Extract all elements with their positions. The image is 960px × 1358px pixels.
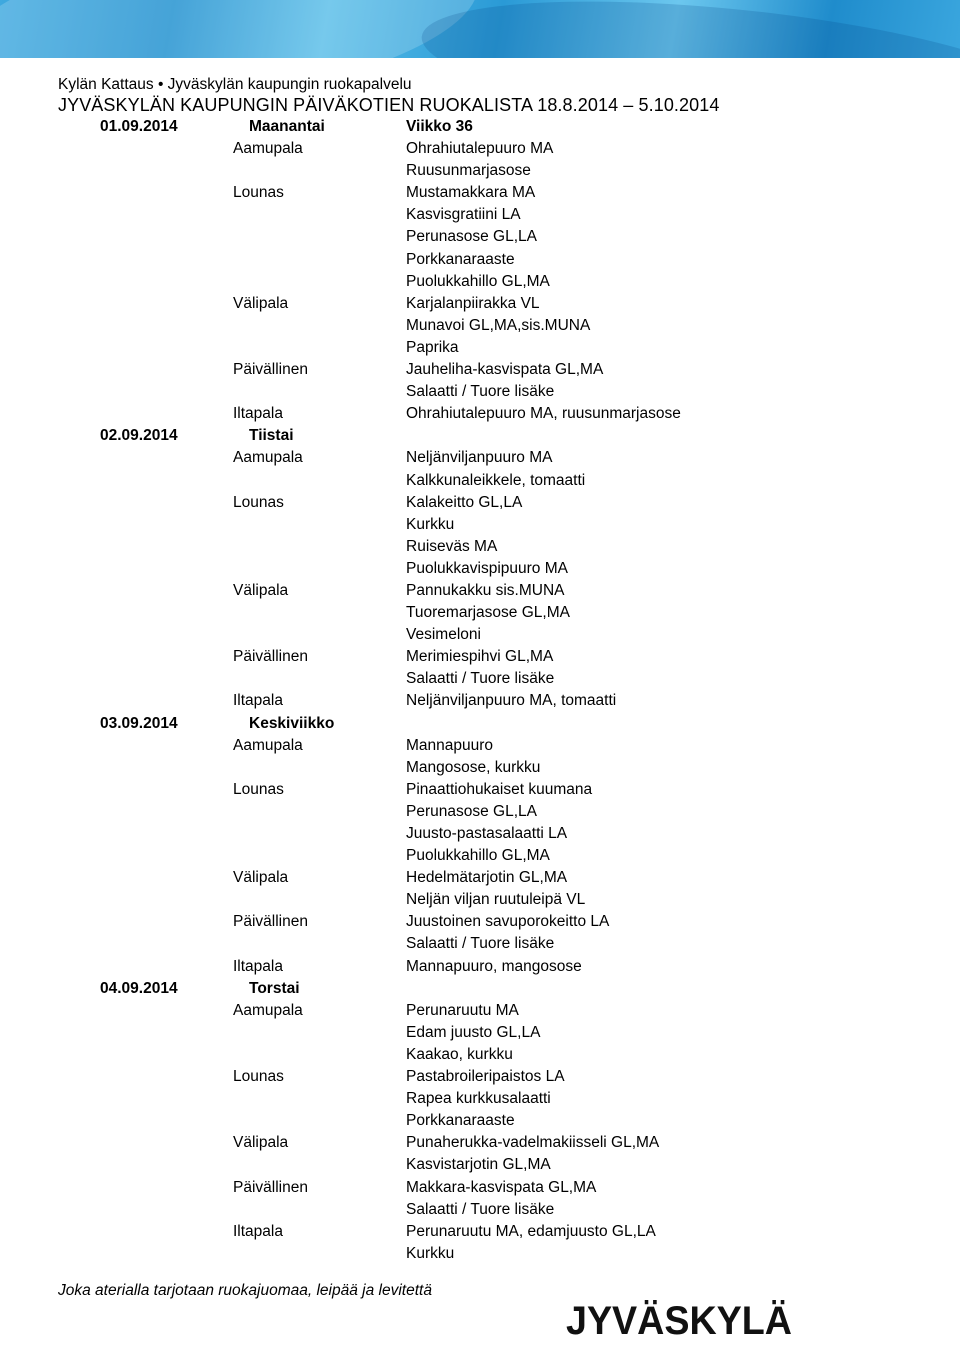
food-item: Mannapuuro [406, 736, 494, 754]
food-item: Kasvisgratiini LA [406, 206, 521, 224]
meal-name: Aamupala [233, 736, 303, 754]
food-item: Salaatti / Tuore lisäke [406, 383, 555, 401]
food-item: Mannapuuro, mangosose [406, 957, 582, 975]
menu-row [0, 933, 960, 955]
food-item: Kasvistarjotin GL,MA [406, 1156, 551, 1174]
day-header [0, 713, 960, 735]
menu-row [0, 624, 960, 646]
menu-row [0, 558, 960, 580]
food-item: Neljänviljanpuuro MA, tomaatti [406, 692, 617, 710]
food-item: Pastabroileripaistos LA [406, 1068, 565, 1086]
food-item: Edam juusto GL,LA [406, 1023, 541, 1041]
menu-row [0, 226, 960, 248]
day-header [0, 425, 960, 447]
day-date: 03.09.2014 [100, 714, 178, 732]
food-item: Kurkku [406, 515, 455, 533]
meal-name: Aamupala [233, 1001, 303, 1019]
document-header [58, 76, 719, 116]
menu-row [0, 1000, 960, 1022]
footer-note: Joka aterialla tarjotaan ruokajuomaa, leipää ja levitettä [58, 1282, 432, 1299]
menu-row [0, 690, 960, 712]
meal-name: Iltapala [233, 1222, 283, 1240]
food-item: Punaherukka-vadelmakiisseli GL,MA [406, 1134, 660, 1152]
menu-row [0, 403, 960, 425]
menu-row [0, 271, 960, 293]
menu-row [0, 337, 960, 359]
menu-row [0, 1221, 960, 1243]
meal-name: Päivällinen [233, 648, 308, 666]
food-item: Porkkanaraaste [406, 250, 515, 268]
food-item: Paprika [406, 338, 459, 356]
day-date: 01.09.2014 [100, 118, 178, 135]
day-name: Maanantai [249, 118, 325, 135]
food-item: Karjalanpiirakka VL [406, 294, 540, 312]
menu-row [0, 359, 960, 381]
food-item: Kalakeitto GL,LA [406, 493, 523, 511]
meal-name: Aamupala [233, 449, 303, 467]
food-item: Perunaruutu MA [406, 1001, 519, 1019]
day-header [0, 116, 960, 138]
menu-row [0, 757, 960, 779]
document-subtitle: Kylän Kattaus • Jyväskylän kaupungin ruokapalvelu [58, 76, 412, 93]
food-item: Perunasose GL,LA [406, 802, 537, 820]
meal-name: Välipala [233, 869, 289, 887]
banner-decoration [415, 0, 960, 58]
food-item: Porkkanaraaste [406, 1112, 515, 1130]
menu-row [0, 1066, 960, 1088]
meal-name: Iltapala [233, 405, 283, 423]
food-item: Juusto-pastasalaatti LA [406, 825, 568, 842]
menu-row [0, 801, 960, 823]
menu-row [0, 447, 960, 469]
menu-row [0, 1110, 960, 1132]
menu-row [0, 315, 960, 337]
meal-name: Päivällinen [233, 361, 308, 379]
day-name: Keskiviikko [249, 714, 335, 732]
logo-text: JYVÄSKYLÄ [566, 1299, 792, 1340]
menu-row [0, 1154, 960, 1176]
menu-row [0, 293, 960, 315]
menu-row [0, 381, 960, 403]
food-item: Ruiseväs MA [406, 537, 498, 555]
food-item: Mangosose, kurkku [406, 758, 541, 776]
meal-name: Välipala [233, 294, 289, 312]
menu-row [0, 735, 960, 757]
document-title: JYVÄSKYLÄN KAUPUNGIN PÄIVÄKOTIEN RUOKALISTA 18.8.2014 – 5.10.2014 [58, 95, 720, 115]
meal-name: Päivällinen [233, 1178, 308, 1196]
menu-row [0, 580, 960, 602]
meal-name: Päivällinen [233, 913, 308, 931]
food-item: Puolukkahillo GL,MA [406, 847, 550, 865]
menu-row [0, 823, 960, 845]
menu-row [0, 536, 960, 558]
menu-row [0, 1243, 960, 1265]
meal-name: Iltapala [233, 957, 283, 975]
food-item: Pinaattiohukaiset kuumana [406, 780, 593, 798]
menu-row [0, 514, 960, 536]
menu-row [0, 1177, 960, 1199]
menu-row [0, 956, 960, 978]
meal-name: Lounas [233, 1068, 284, 1086]
food-item: Vesimeloni [406, 626, 481, 644]
menu-row [0, 1088, 960, 1110]
menu-row [0, 646, 960, 668]
menu-row [0, 889, 960, 911]
banner-decoration [0, 0, 489, 58]
jyvaskyla-logo [566, 1296, 794, 1340]
menu-list [0, 116, 960, 1265]
food-item: Jauheliha-kasvispata GL,MA [406, 361, 604, 379]
menu-row [0, 911, 960, 933]
header-banner [0, 0, 960, 58]
menu-row [0, 867, 960, 889]
meal-name: Välipala [233, 1134, 289, 1152]
food-item: Ohrahiutalepuuro MA [406, 140, 554, 158]
food-item: Neljänviljanpuuro MA [406, 449, 553, 467]
food-item: Rapea kurkkusalaatti [406, 1090, 551, 1108]
menu-row [0, 492, 960, 514]
menu-row [0, 1044, 960, 1066]
food-item: Kurkku [406, 1244, 455, 1262]
menu-row [0, 779, 960, 801]
food-item: Ohrahiutalepuuro MA, ruusunmarjasose [406, 405, 681, 423]
food-item: Kalkkunaleikkele, tomaatti [406, 471, 586, 489]
meal-name: Lounas [233, 780, 284, 798]
meal-name: Iltapala [233, 692, 283, 710]
food-item: Neljän viljan ruutuleipä VL [406, 891, 586, 909]
week-label: Viikko 36 [406, 118, 473, 135]
food-item: Juustoinen savuporokeitto LA [406, 913, 610, 931]
meal-name: Lounas [233, 493, 284, 511]
food-item: Kaakao, kurkku [406, 1045, 513, 1063]
day-date: 02.09.2014 [100, 427, 178, 445]
day-header [0, 978, 960, 1000]
food-item: Tuoremarjasose GL,MA [406, 604, 570, 622]
menu-row [0, 602, 960, 624]
food-item: Hedelmätarjotin GL,MA [406, 869, 568, 887]
day-name: Torstai [249, 979, 300, 997]
food-item: Mustamakkara MA [406, 184, 536, 202]
menu-row [0, 668, 960, 690]
menu-row [0, 470, 960, 492]
day-date: 04.09.2014 [100, 979, 178, 997]
food-item: Munavoi GL,MA,sis.MUNA [406, 316, 591, 334]
food-item: Perunaruutu MA, edamjuusto GL,LA [406, 1222, 656, 1240]
meal-name: Välipala [233, 581, 289, 599]
menu-row [0, 138, 960, 160]
food-item: Salaatti / Tuore lisäke [406, 1200, 555, 1218]
menu-row [0, 249, 960, 271]
menu-row [0, 204, 960, 226]
meal-name: Aamupala [233, 140, 303, 158]
food-item: Perunasose GL,LA [406, 228, 537, 246]
food-item: Salaatti / Tuore lisäke [406, 935, 555, 953]
menu-row [0, 160, 960, 182]
menu-row [0, 1132, 960, 1154]
meal-name: Lounas [233, 184, 284, 202]
menu-row [0, 845, 960, 867]
menu-row [0, 1022, 960, 1044]
food-item: Makkara-kasvispata GL,MA [406, 1178, 597, 1196]
day-name: Tiistai [249, 427, 294, 445]
food-item: Salaatti / Tuore lisäke [406, 670, 555, 688]
food-item: Puolukkavispipuuro MA [406, 559, 568, 577]
food-item: Puolukkahillo GL,MA [406, 272, 550, 290]
menu-row [0, 182, 960, 204]
food-item: Pannukakku sis.MUNA [406, 581, 565, 599]
menu-row [0, 1199, 960, 1221]
food-item: Merimiespihvi GL,MA [406, 648, 554, 666]
food-item: Ruusunmarjasose [406, 162, 531, 180]
